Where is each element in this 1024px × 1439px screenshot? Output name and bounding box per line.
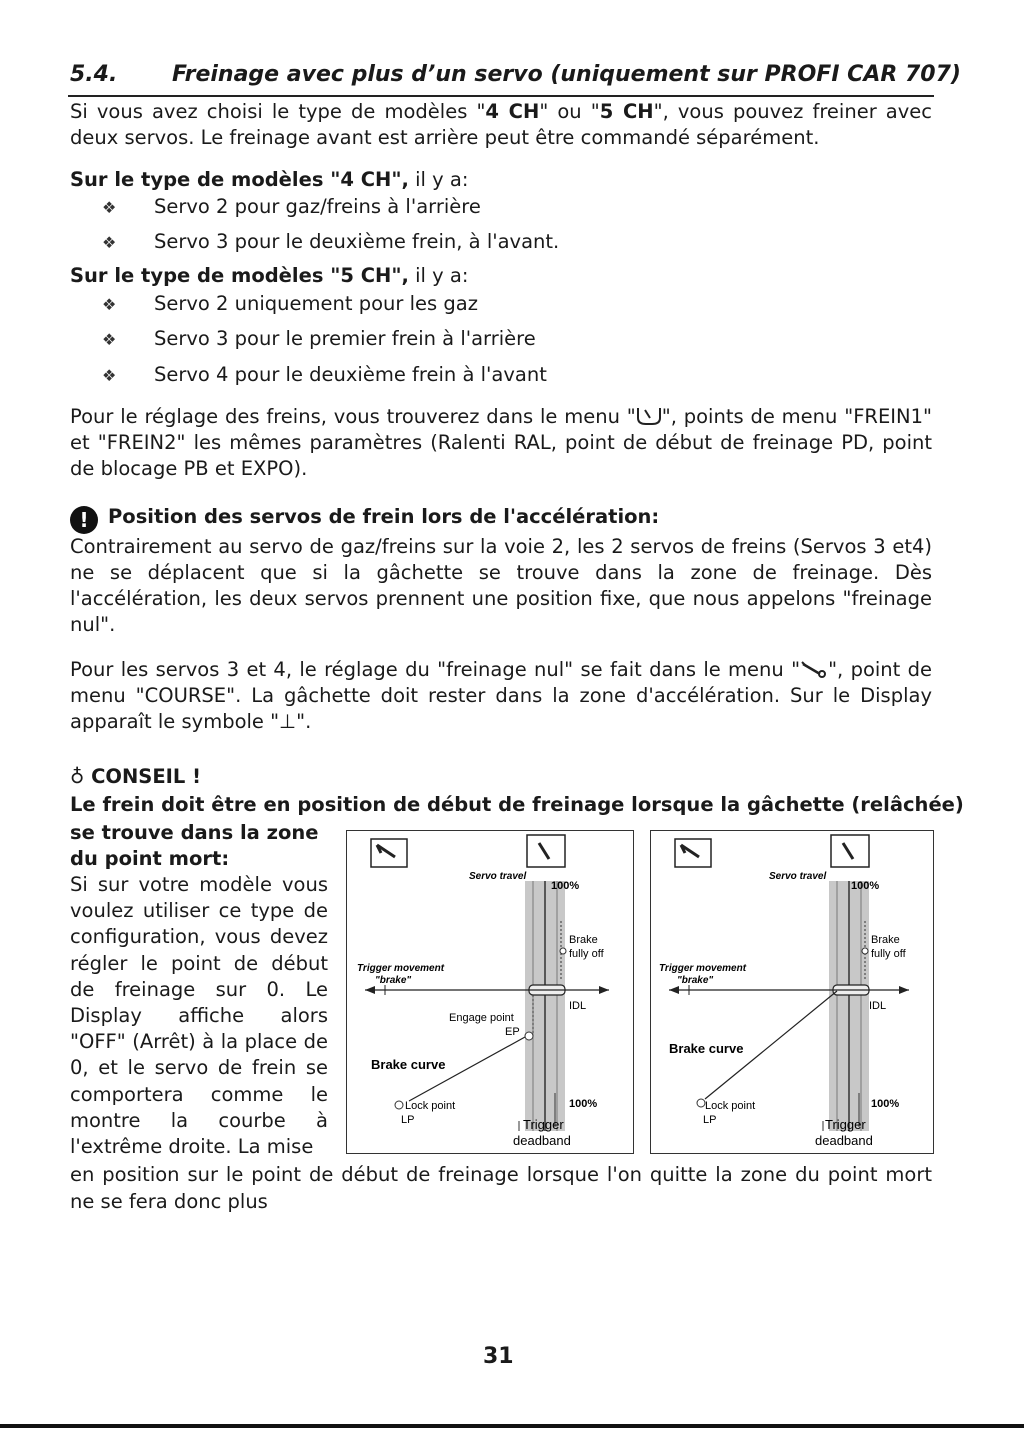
lock-point-label: Lock point	[405, 1100, 456, 1112]
brake-curve-label: Brake curve	[371, 1057, 446, 1072]
brake-settings-paragraph: Pour le réglage des freins, vous trouverez dans le menu " ", points de menu "FREIN1" et "FREIN2" les mêmes paramètres (Ralenti RAL, point de début de freinage PD, point de blocage PB et EXPO).	[70, 405, 932, 480]
servo-travel-label: Servo travel	[769, 871, 827, 882]
bullet-icon: ❖	[102, 366, 117, 385]
bulb-icon: ♁	[70, 765, 85, 788]
ep-label: EP	[505, 1026, 520, 1038]
type4-heading: Sur le type de modèles "4 CH", il y a:	[70, 168, 469, 191]
servos-paragraph: Pour les servos 3 et 4, le réglage du "freinage nul" se fait dans le menu " ", point de menu "COURSE". La gâchette doit rester dans la zone d'accélération. Sur le Display apparaît le symbole "⊥".	[70, 658, 933, 733]
deadband-label: deadband	[513, 1133, 571, 1148]
caution-text: Contrairement au servo de gaz/freins sur la voie 2, les 2 servos de freins (Servos 3 et4) ne se déplacent que si la gâchette se trouve dans la zone de freinage. Dès l'accélération, les deux servos prennent une position fixe, que nous appelons "freinage nul".	[70, 535, 932, 636]
brake-quote-label: "brake"	[375, 975, 412, 986]
idl-label: IDL	[869, 1000, 887, 1012]
trigger-movement-label: Trigger movement	[659, 963, 747, 974]
brake-quote-label: "brake"	[677, 975, 714, 986]
section-heading	[70, 62, 961, 87]
pct-top-label: 100%	[851, 880, 880, 892]
lp-label: LP	[703, 1114, 717, 1126]
pct-bottom-label: 100%	[569, 1098, 598, 1110]
brake-fully-off-label: Brake	[569, 934, 598, 946]
bullet-icon: ❖	[102, 233, 117, 252]
brake-fully-off-label-2: fully off	[569, 948, 604, 960]
bottom-rule	[0, 1424, 1024, 1428]
pct-bottom-label: 100%	[871, 1098, 900, 1110]
list-item: ❖ Servo 2 uniquement pour les gaz	[102, 292, 478, 315]
bullet-icon: ❖	[102, 295, 117, 314]
trigger-movement-label: Trigger movement	[357, 963, 445, 974]
type5-heading: Sur le type de modèles "5 CH", il y a:	[70, 264, 469, 287]
list-item: ❖ Servo 3 pour le deuxième frein, à l'avant.	[102, 230, 560, 253]
brake-menu-icon	[636, 406, 662, 426]
lp-label: LP	[401, 1114, 415, 1126]
section-title: Freinage avec plus d’un servo (uniquement sur PROFI CAR 707)	[172, 62, 961, 87]
servo-travel-label: Servo travel	[469, 871, 527, 882]
brake-fully-off-label: Brake	[871, 934, 900, 946]
section-number: 5.4.	[70, 62, 118, 87]
brake-fully-off-label-2: fully off	[871, 948, 906, 960]
caution-heading	[70, 505, 659, 534]
tip-heading: ♁ CONSEIL !	[70, 765, 202, 788]
wrench-icon	[800, 660, 828, 678]
tip-bold-cont2: du point mort:	[70, 847, 230, 870]
lock-point-label: Lock point	[705, 1100, 756, 1112]
bullet-icon: ❖	[102, 330, 117, 349]
trigger-label: Trigger	[523, 1117, 564, 1132]
warning-icon: !	[70, 506, 98, 534]
display-symbol: ⊥	[279, 710, 297, 733]
brake-curve-label: Brake curve	[669, 1041, 744, 1056]
brake-diagram-right	[650, 830, 934, 1154]
heading-rule	[68, 95, 934, 97]
trigger-label: Trigger	[825, 1117, 866, 1132]
caution-title: Position des servos de frein lors de l'accélération:	[108, 505, 660, 528]
page-number: 31	[483, 1344, 514, 1369]
bullet-icon: ❖	[102, 198, 117, 217]
list-item: ❖ Servo 4 pour le deuxième frein à l'avant	[102, 363, 547, 386]
engage-point-label: Engage point	[449, 1012, 514, 1024]
tip-tail: en position sur le point de début de freinage lorsque l'on quitte la zone du point mort ne se fera donc plus	[70, 1163, 932, 1213]
pct-top-label: 100%	[551, 880, 580, 892]
list-item: ❖ Servo 2 pour gaz/freins à l'arrière	[102, 195, 481, 218]
tip-body: Si sur votre modèle vous voulez utiliser ce type de configuration, vous devez régler le point de début de freinage sur 0. Le Display affiche alors "OFF" (Arrêt) à la place de 0, et le servo de frein se comportera comme le montre la courbe à l'extrême droite. La mise	[70, 873, 328, 1159]
brake-diagram-left	[346, 830, 634, 1154]
idl-label: IDL	[569, 1000, 587, 1012]
deadband-label: deadband	[815, 1133, 873, 1148]
tip-bold-line: Le frein doit être en position de début de freinage lorsque la gâchette (relâchée)	[70, 793, 964, 816]
list-item: ❖ Servo 3 pour le premier frein à l'arrière	[102, 327, 536, 350]
intro-paragraph: Si vous avez choisi le type de modèles "4 CH" ou "5 CH", vous pouvez freiner avec deux servos. Le freinage avant est arrière peut être commandé séparément.	[70, 100, 933, 149]
tip-bold-cont1: se trouve dans la zone	[70, 821, 319, 844]
